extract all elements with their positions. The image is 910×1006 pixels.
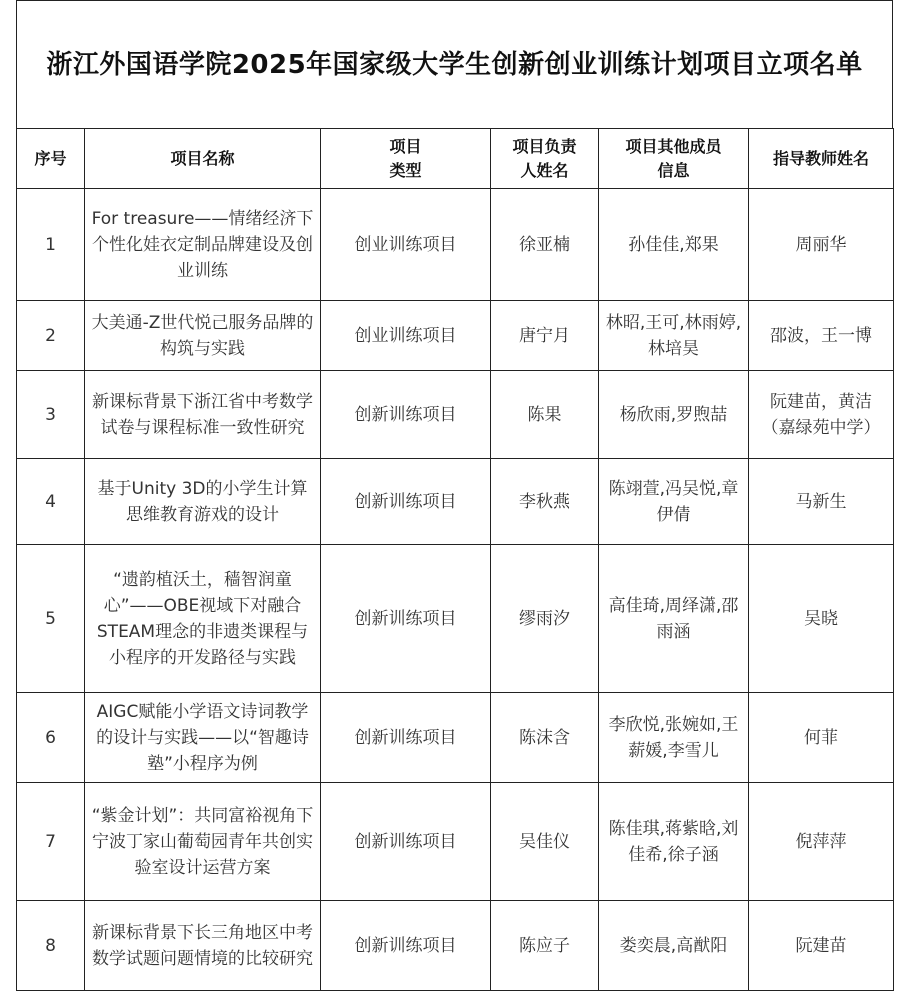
project-members: 杨欣雨,罗煦喆 <box>599 371 749 459</box>
project-members: 林昭,王可,林雨婷,林培昊 <box>599 301 749 371</box>
project-advisor: 周丽华 <box>749 189 894 301</box>
project-type: 创业训练项目 <box>321 189 491 301</box>
project-leader: 陈果 <box>491 371 599 459</box>
project-name: “紫金计划”：共同富裕视角下宁波丁家山葡萄园青年共创实验室设计运营方案 <box>85 783 321 901</box>
table-row <box>17 693 894 783</box>
project-type: 创新训练项目 <box>321 545 491 693</box>
table-row <box>17 189 894 301</box>
project-leader: 缪雨汐 <box>491 545 599 693</box>
project-type: 创新训练项目 <box>321 783 491 901</box>
project-name: 新课标背景下浙江省中考数学试卷与课程标准一致性研究 <box>85 371 321 459</box>
project-list-sheet <box>16 0 893 991</box>
table-row <box>17 301 894 371</box>
table-row <box>17 459 894 545</box>
header-advisor: 指导教师姓名 <box>749 129 894 189</box>
header-row <box>17 129 894 189</box>
project-name: 基于Unity 3D的小学生计算思维教育游戏的设计 <box>85 459 321 545</box>
project-leader: 陈应子 <box>491 901 599 991</box>
project-name: “遗韵植沃土，穑智润童心”——OBE视域下对融合STEAM理念的非遗类课程与小程序的开发路径与实践 <box>85 545 321 693</box>
table-row <box>17 901 894 991</box>
row-number: 3 <box>17 371 85 459</box>
header-members: 项目其他成员 信息 <box>599 129 749 189</box>
project-members: 李欣悦,张婉如,王薪媛,李雪儿 <box>599 693 749 783</box>
row-number: 2 <box>17 301 85 371</box>
project-advisor: 何菲 <box>749 693 894 783</box>
project-leader: 李秋燕 <box>491 459 599 545</box>
project-name: For treasure——情绪经济下个性化娃衣定制品牌建设及创业训练 <box>85 189 321 301</box>
project-members: 孙佳佳,郑果 <box>599 189 749 301</box>
project-type: 创新训练项目 <box>321 693 491 783</box>
project-type: 创新训练项目 <box>321 459 491 545</box>
project-members: 陈翊萱,冯吴悦,章伊倩 <box>599 459 749 545</box>
project-type: 创新训练项目 <box>321 371 491 459</box>
project-name: AIGC赋能小学语文诗词教学的设计与实践——以“智趣诗塾”小程序为例 <box>85 693 321 783</box>
project-type: 创新训练项目 <box>321 901 491 991</box>
row-number: 1 <box>17 189 85 301</box>
project-leader: 唐宁月 <box>491 301 599 371</box>
project-advisor: 倪萍萍 <box>749 783 894 901</box>
project-name: 新课标背景下长三角地区中考数学试题问题情境的比较研究 <box>85 901 321 991</box>
table-row <box>17 371 894 459</box>
header-name: 项目名称 <box>85 129 321 189</box>
project-name: 大美通-Z世代悦己服务品牌的构筑与实践 <box>85 301 321 371</box>
project-advisor: 吴晓 <box>749 545 894 693</box>
project-leader: 徐亚楠 <box>491 189 599 301</box>
project-leader: 吴佳仪 <box>491 783 599 901</box>
project-advisor: 阮建苗 <box>749 901 894 991</box>
row-number: 8 <box>17 901 85 991</box>
project-advisor: 马新生 <box>749 459 894 545</box>
project-members: 陈佳琪,蒋紫晗,刘佳希,徐子涵 <box>599 783 749 901</box>
header-no: 序号 <box>17 129 85 189</box>
header-type: 项目 类型 <box>321 129 491 189</box>
project-members: 高佳琦,周绎潇,邵雨涵 <box>599 545 749 693</box>
row-number: 5 <box>17 545 85 693</box>
row-number: 7 <box>17 783 85 901</box>
row-number: 6 <box>17 693 85 783</box>
table-row <box>17 783 894 901</box>
page-title: 浙江外国语学院2025年国家级大学生创新创业训练计划项目立项名单 <box>46 49 863 80</box>
table-row <box>17 545 894 693</box>
project-type: 创业训练项目 <box>321 301 491 371</box>
row-number: 4 <box>17 459 85 545</box>
project-advisor: 阮建苗，黄洁（嘉绿苑中学） <box>749 371 894 459</box>
project-table <box>16 128 894 991</box>
project-leader: 陈沫含 <box>491 693 599 783</box>
title-box <box>16 0 893 128</box>
header-leader: 项目负责 人姓名 <box>491 129 599 189</box>
project-advisor: 邵波，王一博 <box>749 301 894 371</box>
project-members: 娄奕晨,高猷阳 <box>599 901 749 991</box>
